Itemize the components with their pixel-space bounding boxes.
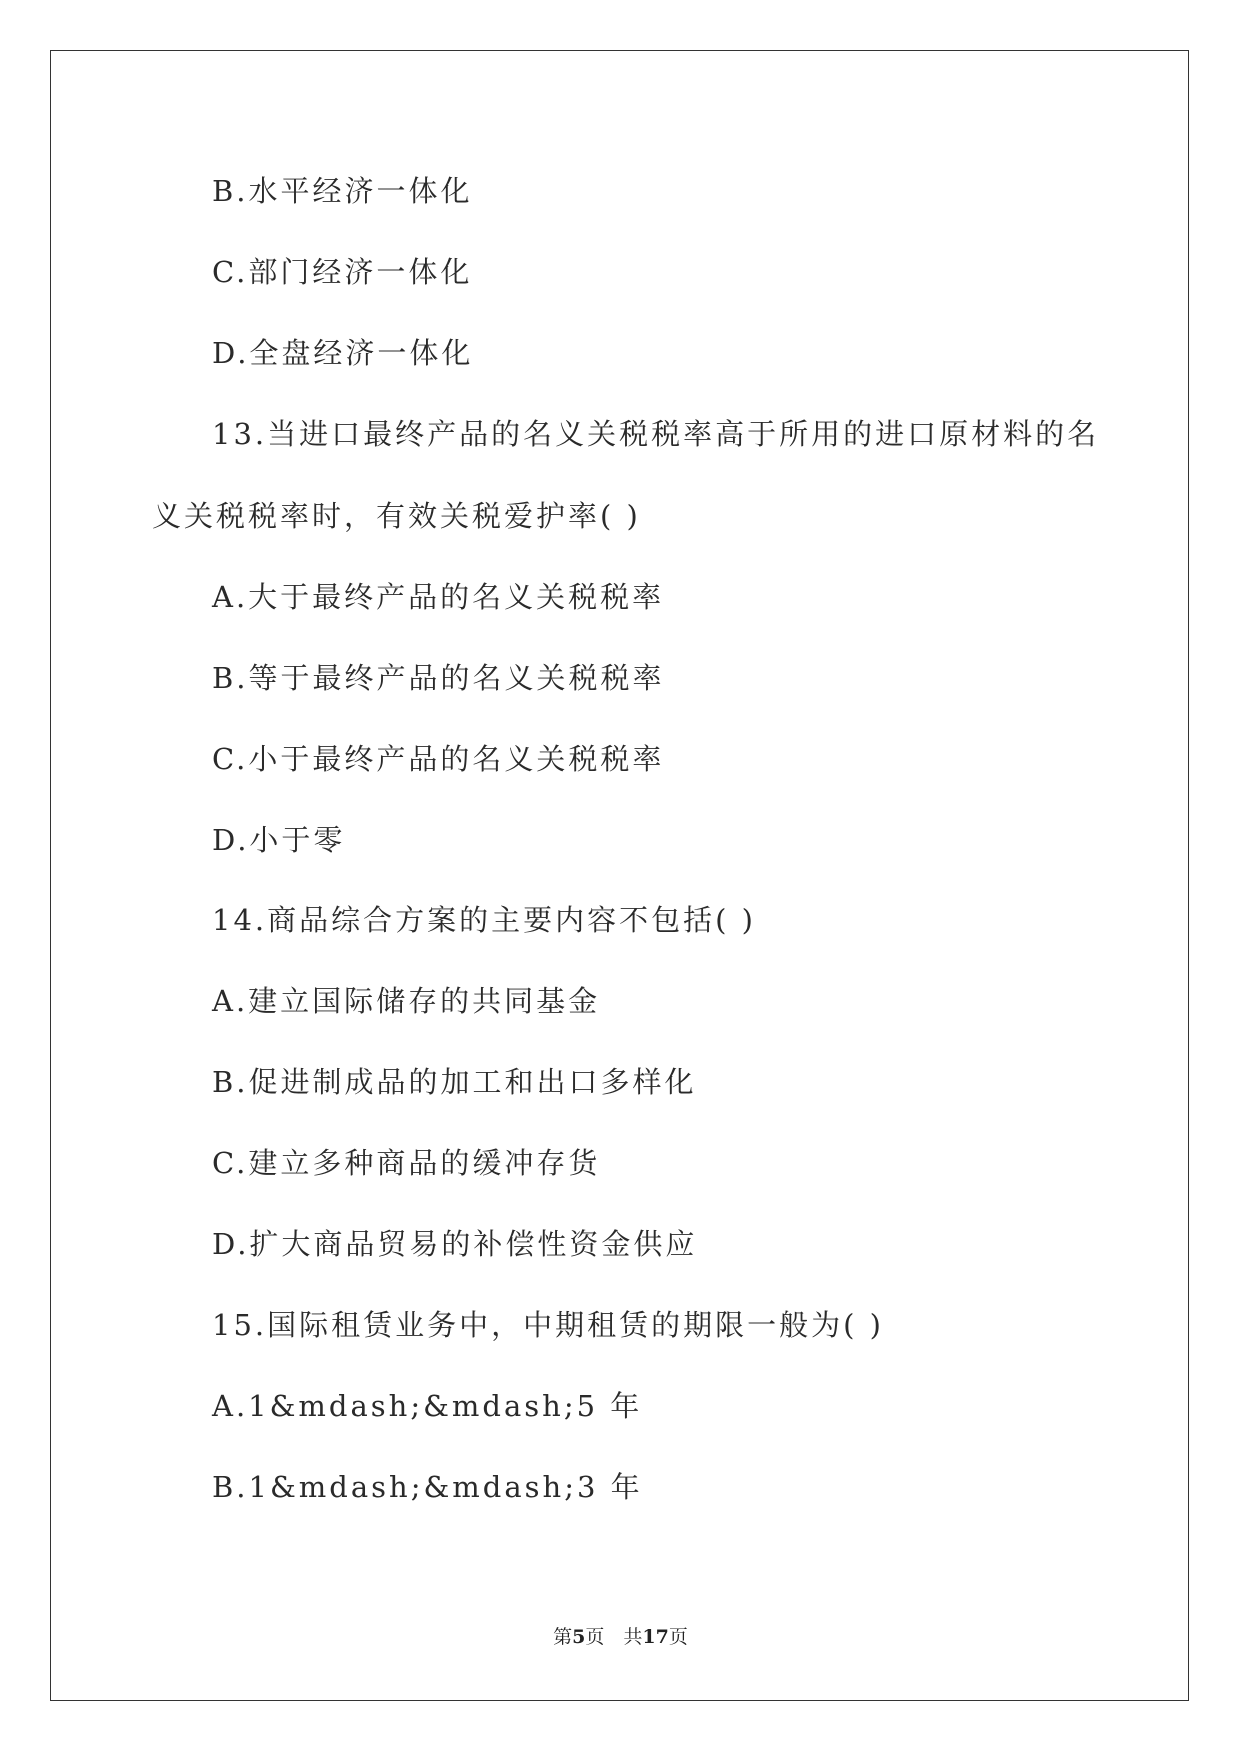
footer-total-pages: 17 (642, 1626, 669, 1648)
option-c-sector-integration: C.部门经济一体化 (212, 255, 473, 289)
question-14-option-a: A.建立国际储存的共同基金 (212, 984, 601, 1018)
question-13-option-a: A.大于最终产品的名义关税税率 (212, 580, 665, 614)
page-footer (0, 1622, 1241, 1649)
question-13-option-d: D.小于零 (212, 823, 346, 857)
question-13-option-b: B.等于最终产品的名义关税税率 (212, 661, 665, 695)
question-15: 15.国际租赁业务中，中期租赁的期限一般为( ) (212, 1308, 884, 1342)
question-14: 14.商品综合方案的主要内容不包括( ) (212, 903, 756, 937)
question-13-option-c: C.小于最终产品的名义关税税率 (212, 742, 665, 776)
question-13-line-1: 13.当进口最终产品的名义关税税率高于所用的进口原材料的名 (212, 417, 1100, 451)
footer-mid: 页 共 (585, 1626, 643, 1648)
option-b-horizontal-integration: B.水平经济一体化 (212, 174, 473, 208)
page-border (50, 50, 1189, 1701)
option-d-full-integration: D.全盘经济一体化 (212, 336, 474, 370)
footer-prefix: 第 (553, 1626, 573, 1648)
question-14-option-c: C.建立多种商品的缓冲存货 (212, 1146, 601, 1180)
question-15-option-b: B.1&mdash;&mdash;3 年 (212, 1470, 643, 1504)
footer-suffix: 页 (668, 1626, 688, 1648)
question-13-line-2: 义关税税率时，有效关税爱护率( ) (152, 499, 641, 533)
footer-page-number: 5 (572, 1626, 586, 1648)
question-14-option-b: B.促进制成品的加工和出口多样化 (212, 1065, 697, 1099)
question-14-option-d: D.扩大商品贸易的补偿性资金供应 (212, 1227, 698, 1261)
question-15-option-a: A.1&mdash;&mdash;5 年 (212, 1389, 643, 1423)
